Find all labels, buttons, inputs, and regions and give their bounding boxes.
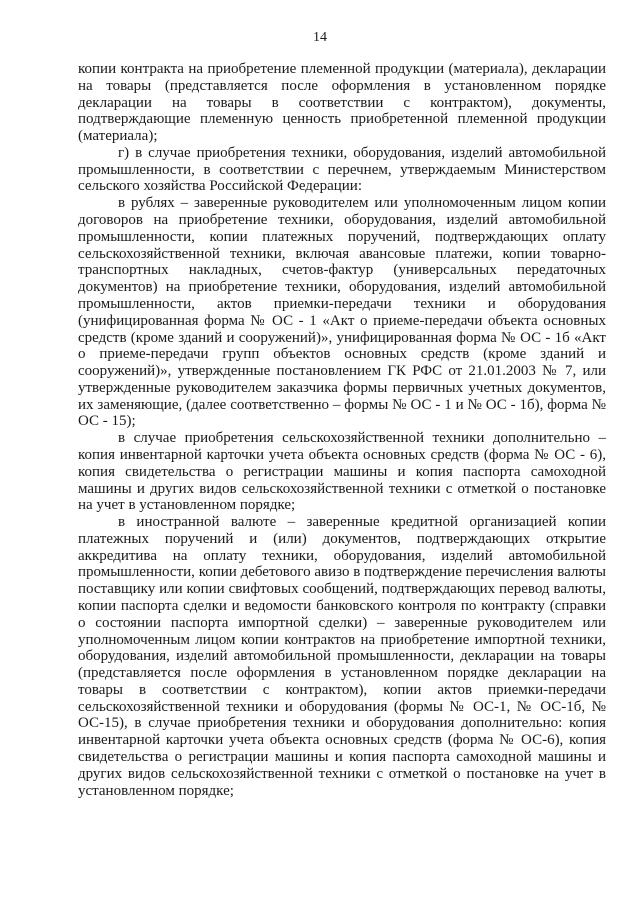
paragraph-rubles: в рублях – заверенные руководителем или уполномоченным лицом копии договоров на приобретение техники, оборудования, изделий автомобильной промышленности, копии платежных поручений, подтверждающих оплату сельскохозяйственной техники, включая авансовые платежи, копии товарно-транспортных накладных, счетов-фактур (универсальных передаточных документов) на приобретение техники, оборудования, изделий автомобильной промышленности, актов приемки-передачи техники и оборудования (унифицированная форма № ОС - 1 «Акт о приеме-передачи объекта основных средств (кроме зданий и сооружений)», унифицированная форма № ОС - 1б «Акт о приеме-передачи групп объектов основных средств (кроме зданий и сооружений)», утвержденные постановлением ГК РФС от 21.01.2003 № 7, или утвержденные руководителем заказчика формы первичных учетных документов, их заменяющие, (далее соответственно – формы № ОС - 1 и № ОС - 1б), форма № ОС - 15);: [78, 195, 606, 430]
paragraph-item-g: г) в случае приобретения техники, оборудования, изделий автомобильной промышленности, в соответствии с перечнем, утверждаемым Министерством сельского хозяйства Российской Федерации:: [78, 144, 606, 195]
paragraph-contract-copies: копии контракта на приобретение племенной продукции (материала), декларации на товары (представляется после оформления в установленном порядке декларации на товары в соответствии с контрактом), документы, подтверждающие племенную ценность приобретенной племенной продукции (материала);: [78, 61, 606, 145]
page-number: 14: [313, 30, 327, 45]
document-body: [78, 61, 606, 799]
paragraph-agricultural-machinery: в случае приобретения сельскохозяйственной техники дополнительно – копия инвентарной карточки учета объекта основных средств (форма № ОС - 6), копия свидетельства о регистрации машины и копия паспорта самоходной машины и других видов сельскохозяйственной техники с отметкой о постановке на учет в установленном порядке;: [78, 430, 606, 514]
paragraph-foreign-currency: в иностранной валюте – заверенные кредитной организацией копии платежных поручений и (или) документов, подтверждающих открытие аккредитива на оплату техники, оборудования, изделий автомобильной промышленности, копии дебетового авизо в подтверждение перечисления валюты поставщику или копии свифтовых сообщений, подтверждающих перевод валюты, копии паспорта сделки и ведомости банковского контроля по контракту (справки о состоянии паспорта импортной сделки) – заверенные руководителем или уполномоченным лицом копии контрактов на приобретение импортной техники, оборудования, изделий автомобильной промышленности, декларации на товары (представляется после оформления в установленном порядке декларации на товары в соответствии с контрактом), копии актов приемки-передачи сельскохозяйственной техники и оборудования (формы № ОС-1, № ОС-1б, № ОС-15), в случае приобретения техники и оборудования дополнительно: копия инвентарной карточки учета объекта основных средств (форма № ОС-6), копия свидетельства о регистрации машины и копия паспорта самоходной машины и других видов сельскохозяйственной техники с отметкой о постановке на учет в установленном порядке;: [78, 514, 606, 799]
